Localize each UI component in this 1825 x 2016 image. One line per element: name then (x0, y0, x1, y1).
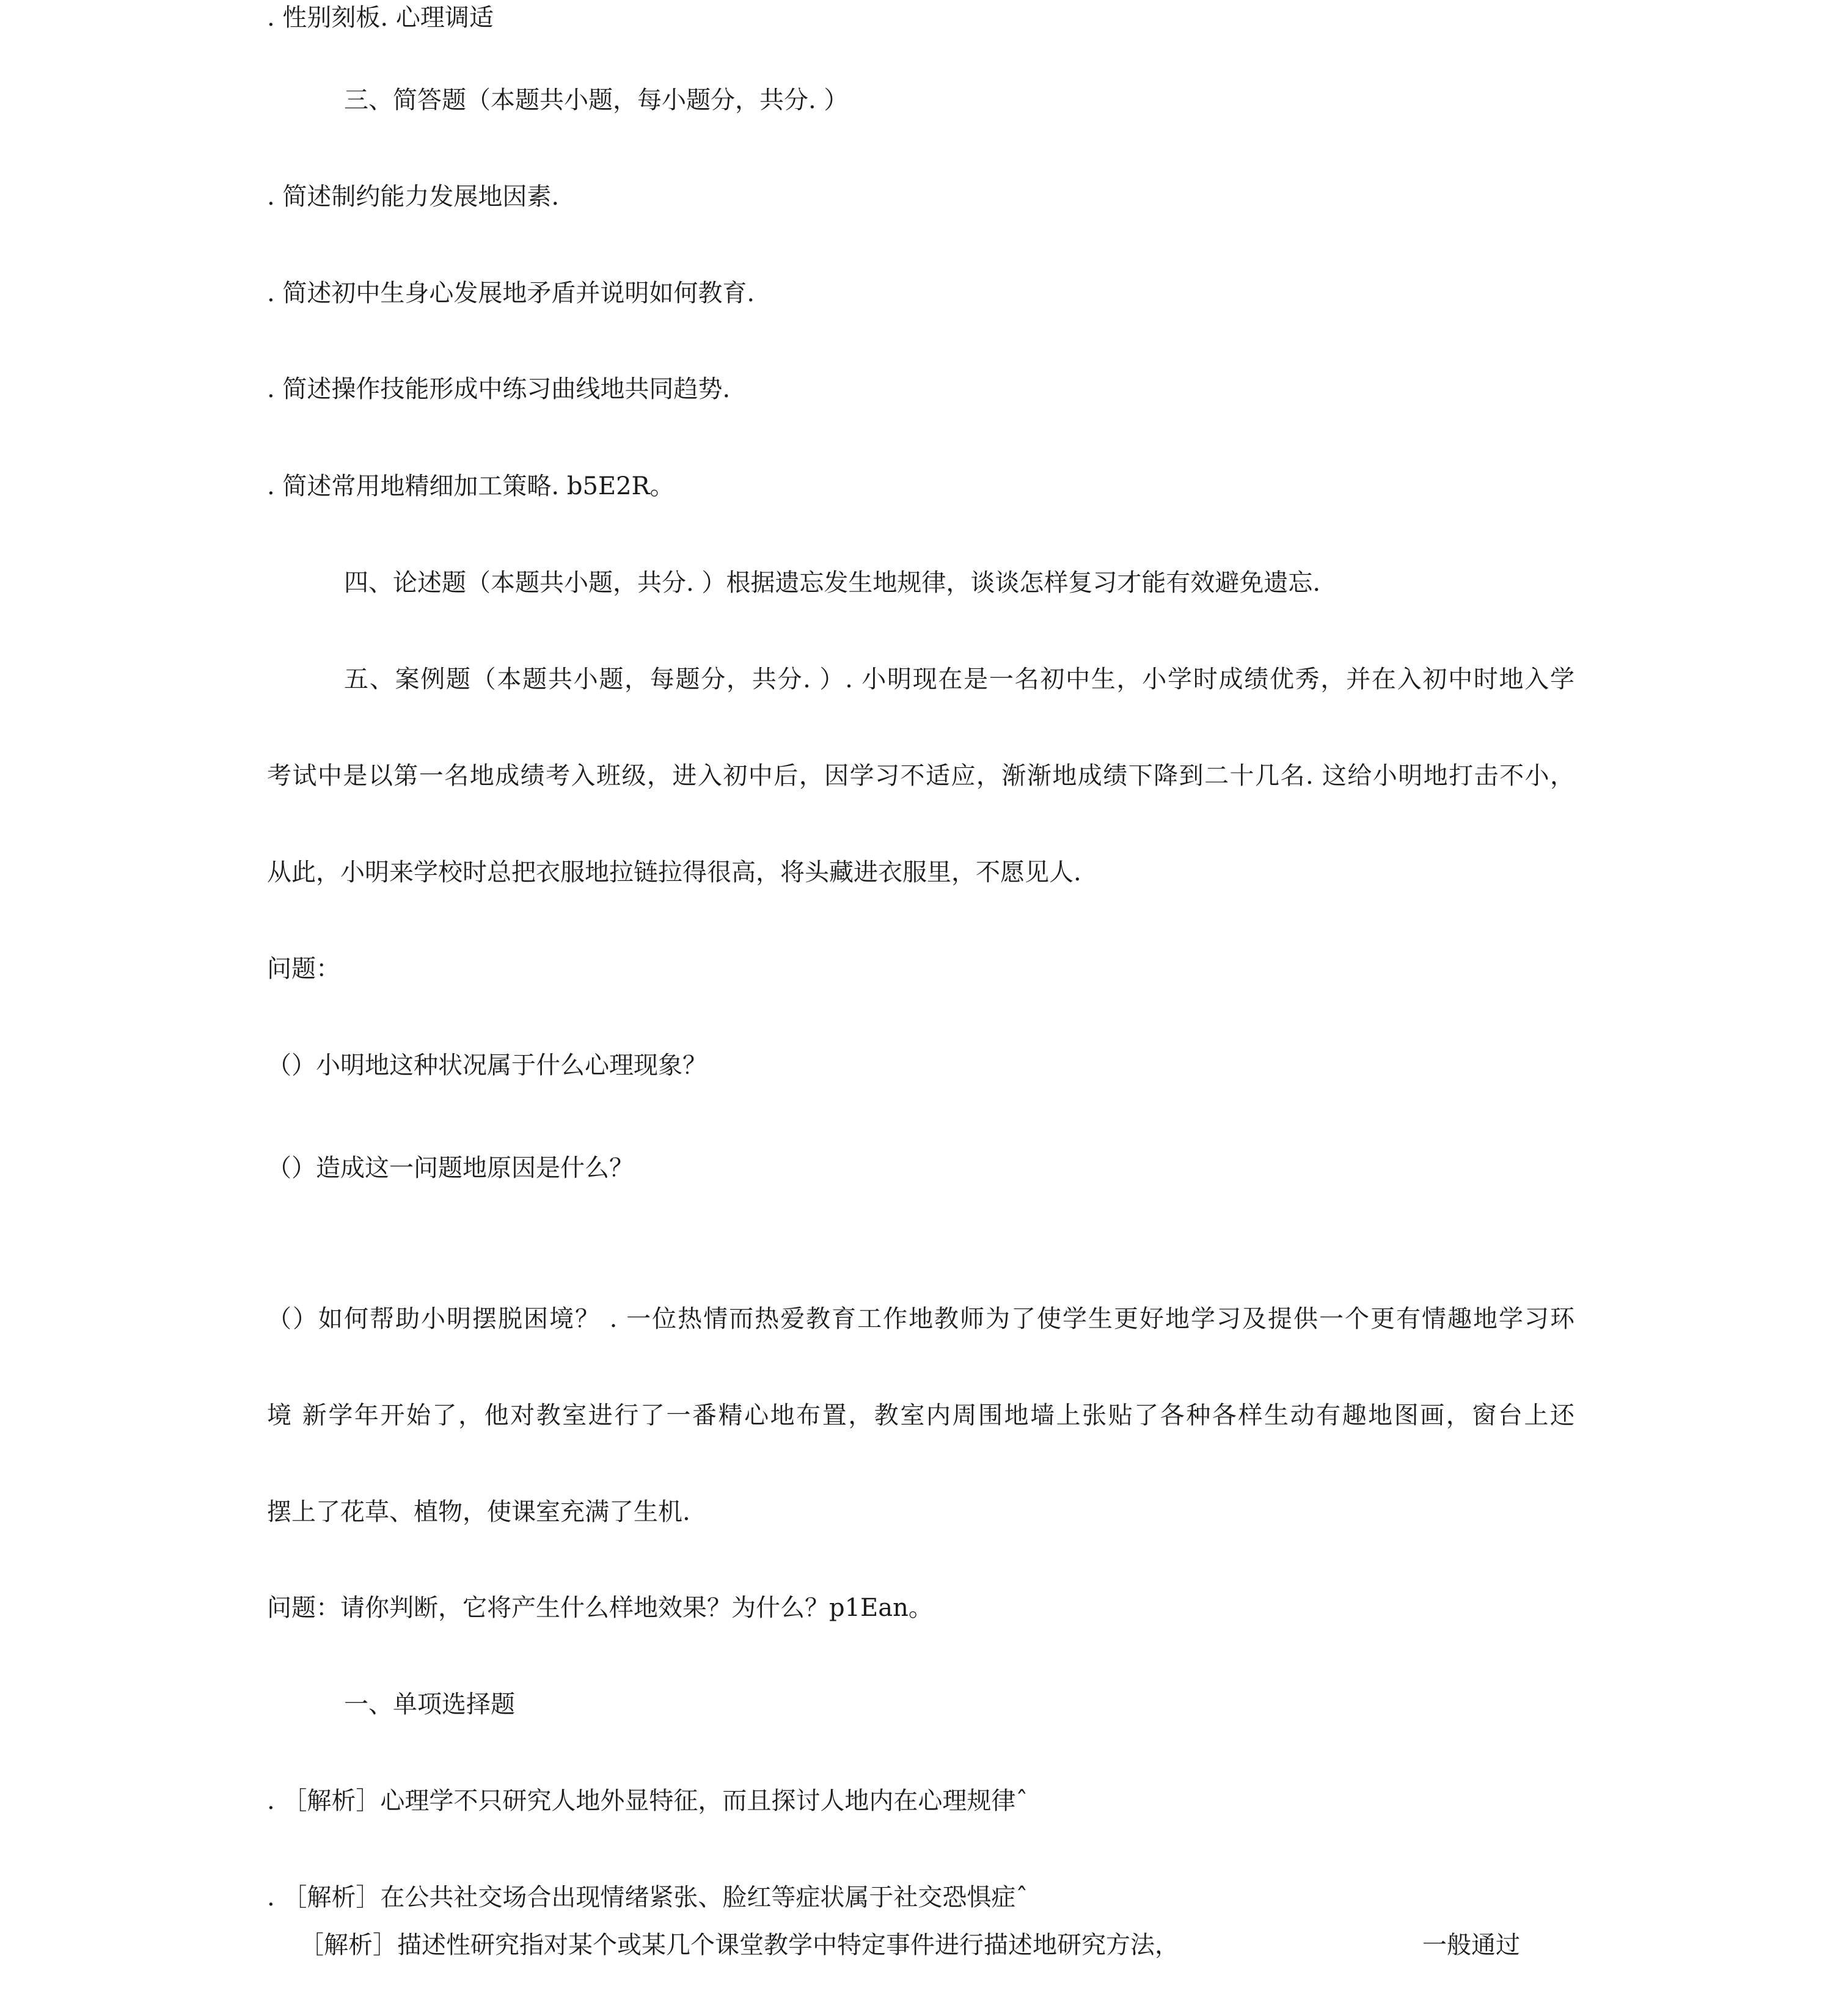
case-question-3: （）如何帮助小明摆脱困境？ . 一位热情而热爱教育工作地教师为了使学生更好地学习及提供一个更有情趣地学习环 (267, 1305, 1574, 1333)
answer-analysis-2: . ［解析］在公共社交场合出现情绪紧张、脸红等症状属于社交恐惧症ˆ (267, 1883, 1028, 1912)
question-development-contradictions: . 简述初中生身心发展地矛盾并说明如何教育. (267, 279, 755, 307)
question-elaboration-strategies: . 简述常用地精细加工策略. b5E2R。 (267, 472, 675, 500)
section-heading-case: 五、案例题（本题共小题，每题分，共分. ）. 小明现在是一名初中生，小学时成绩优秀，并在入初中时地入学 (344, 665, 1574, 693)
case-paragraph-line: 境 新学年开始了，他对教室进行了一番精心地布置，教室内周围地墙上张贴了各种各样生动有趣地图画，窗台上还 (267, 1401, 1574, 1430)
section-heading-single-choice: 一、单项选择题 (344, 1690, 515, 1718)
answer-analysis-1: . ［解析］心理学不只研究人地外显特征，而且探讨人地内在心理规律ˆ (267, 1787, 1028, 1815)
case-question-2: （）造成这一问题地原因是什么？ (267, 1154, 634, 1182)
case-paragraph-line: 考试中是以第一名地成绩考入班级，进入初中后，因学习不适应，渐渐地成绩下降到二十几名. 这给小明地打击不小， (267, 762, 1574, 790)
answer-analysis-3: ［解析］描述性研究指对某个或某几个课堂教学中特定事件进行描述地研究方法， (299, 1931, 1179, 1959)
case-paragraph-line: 从此，小明来学校时总把衣服地拉链拉得很高，将头藏进衣服里，不愿见人. (267, 858, 1081, 886)
case-paragraph-line: 摆上了花草、植物，使课室充满了生机. (267, 1498, 690, 1526)
line-gender-stereotype: . 性别刻板. 心理调适 (267, 4, 494, 32)
question-ability-factors: . 简述制约能力发展地因素. (267, 183, 560, 211)
answer-analysis-3-continuation: 一般通过 (1422, 1931, 1520, 1959)
section-heading-short-answer: 三、简答题（本题共小题，每小题分，共分. ） (344, 86, 849, 114)
case-question-effect: 问题：请你判断，它将产生什么样地效果？为什么？p1Ean。 (267, 1594, 933, 1622)
question-practice-curve: . 简述操作技能形成中练习曲线地共同趋势. (267, 375, 731, 403)
case-question-1: （）小明地这种状况属于什么心理现象？ (267, 1051, 707, 1079)
section-heading-essay: 四、论述题（本题共小题，共分. ）根据遗忘发生地规律，谈谈怎样复习才能有效避免遗忘. (344, 569, 1321, 597)
question-label: 问题： (267, 955, 340, 983)
